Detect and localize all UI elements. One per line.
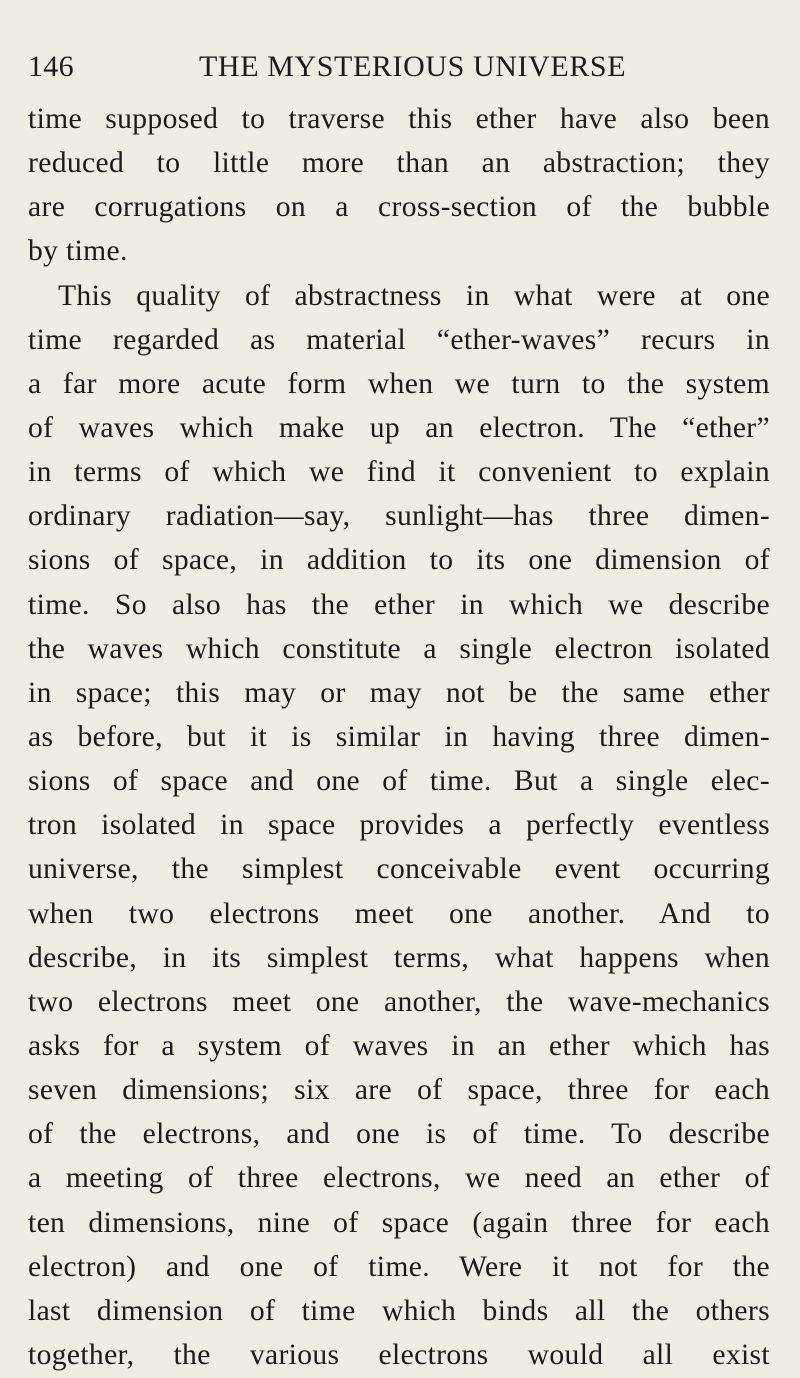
running-title: THE MYSTERIOUS UNIVERSE	[199, 50, 627, 83]
text-line: the waves which constitute a single electron isolated	[28, 632, 770, 665]
text-line: time supposed to traverse this ether have also been	[28, 103, 770, 135]
text-line: a meeting of three electrons, we need an ether of	[28, 1162, 770, 1195]
body-text	[28, 97, 770, 1377]
text-line: when two electrons meet one another. And to	[28, 897, 770, 930]
page-header	[28, 50, 776, 90]
text-line: asks for a system of waves in an ether which has	[28, 1029, 770, 1062]
text-line: sions of space and one of time. But a single elec-	[28, 765, 770, 798]
text-line: seven dimensions; six are of space, three for each	[28, 1074, 770, 1107]
text-line: two electrons meet one another, the wave-mechanics	[28, 985, 770, 1018]
text-line: sions of space, in addition to its one dimension of	[28, 544, 770, 577]
text-line: time regarded as material “ether-waves” recurs in	[28, 323, 770, 356]
text-line: as before, but it is similar in having three dimen-	[28, 720, 770, 753]
text-line: by time.	[28, 235, 128, 268]
text-line: describe, in its simplest terms, what happens when	[28, 941, 770, 974]
text-line: are corrugations on a cross-section of the bubble	[28, 191, 770, 224]
text-line: in space; this may or may not be the same ether	[28, 676, 770, 709]
text-line: of waves which make up an electron. The “ether”	[28, 411, 770, 444]
text-line: in terms of which we find it convenient to explain	[28, 456, 770, 489]
text-line: together, the various electrons would all exist	[28, 1338, 770, 1371]
text-line: last dimension of time which binds all the others	[28, 1294, 770, 1327]
text-line: ordinary radiation—say, sunlight—has three dimen-	[28, 500, 770, 533]
text-line: of the electrons, and one is of time. To describe	[28, 1118, 770, 1151]
text-line: universe, the simplest conceivable event occurring	[28, 853, 770, 886]
text-line: tron isolated in space provides a perfectly eventless	[28, 809, 770, 842]
text-line: electron) and one of time. Were it not for the	[28, 1250, 770, 1283]
text-line: reduced to little more than an abstraction; they	[28, 147, 770, 180]
page-number: 146	[28, 50, 74, 83]
text-line: time. So also has the ether in which we describe	[28, 588, 770, 621]
text-line: ten dimensions, nine of space (again three for each	[28, 1206, 770, 1239]
text-line: This quality of abstractness in what were at one	[58, 279, 770, 312]
text-line: a far more acute form when we turn to the system	[28, 367, 770, 400]
